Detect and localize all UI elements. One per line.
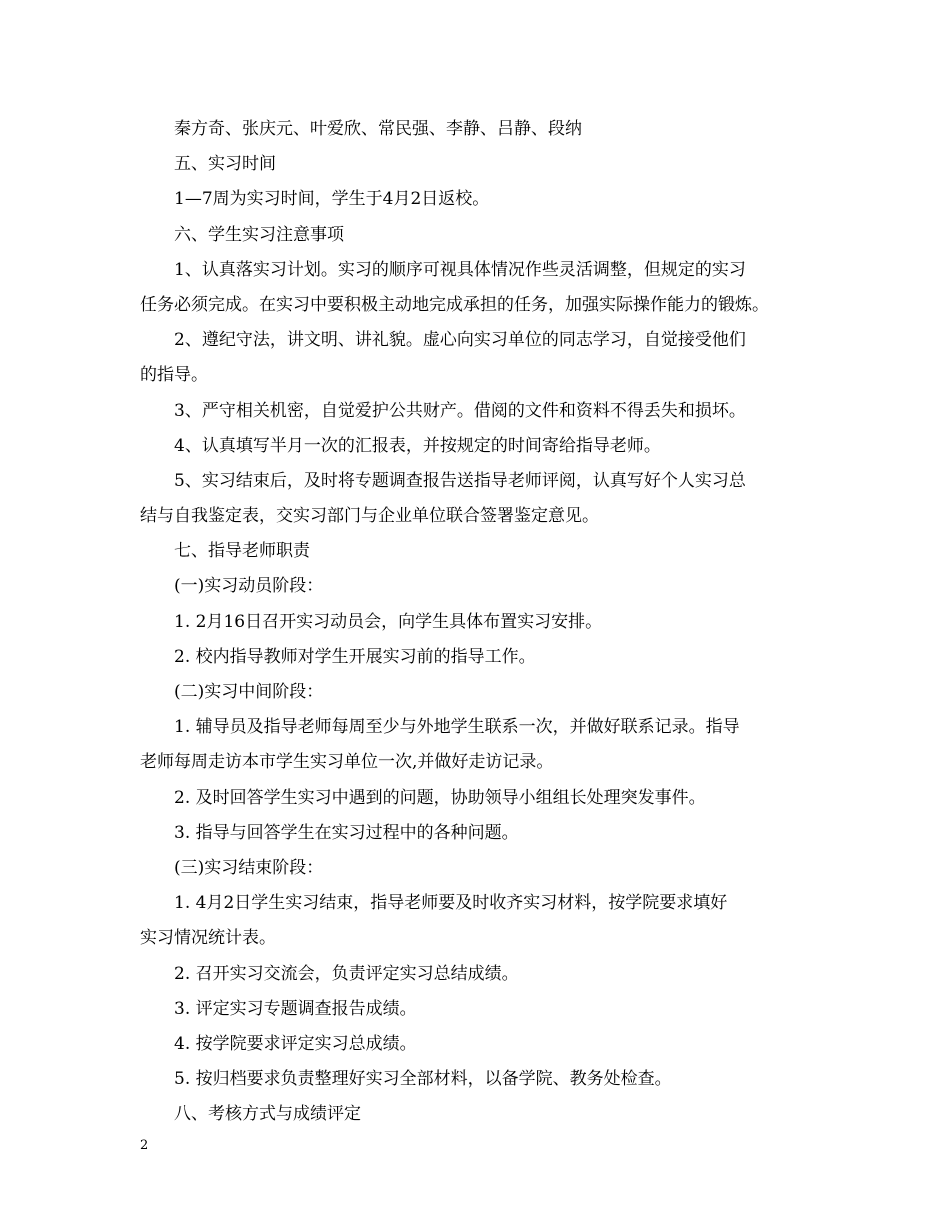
paragraph-line: 实习情况统计表。 — [140, 928, 276, 949]
paragraph-line: 1. 4月2日学生实习结束，指导老师要及时收齐实习材料，按学院要求填好 — [174, 893, 728, 914]
paragraph-line: 任务必须完成。在实习中要积极主动地完成承担的任务，加强实际操作能力的锻炼。 — [140, 294, 769, 315]
paragraph-line: 2. 及时回答学生实习中遇到的问题，协助领导小组组长处理突发事件。 — [174, 787, 706, 808]
paragraph-line: 3. 指导与回答学生在实习过程中的各种问题。 — [174, 822, 519, 843]
paragraph-line: 4. 按学院要求评定实习总成绩。 — [174, 1033, 417, 1054]
paragraph-line: 3. 评定实习专题调查报告成绩。 — [174, 998, 417, 1019]
section-heading-teacher-duties: 七、指导老师职责 — [174, 541, 310, 562]
section-heading-assessment: 八、考核方式与成绩评定 — [174, 1104, 361, 1125]
paragraph-line: 的指导。 — [140, 365, 208, 386]
paragraph-line: 3、严守相关机密，自觉爱护公共财产。借阅的文件和资料不得丢失和损坏。 — [174, 400, 746, 421]
subsection-heading: (一)实习动员阶段： — [174, 576, 324, 597]
paragraph-line: 4、认真填写半月一次的汇报表，并按规定的时间寄给指导老师。 — [174, 435, 661, 456]
subsection-heading: (二)实习中间阶段： — [174, 682, 324, 702]
paragraph-line: 1—7周为实习时间，学生于4月2日返校。 — [174, 189, 490, 210]
paragraph-line: 2. 召开实习交流会，负责评定实习总结成绩。 — [174, 963, 519, 984]
paragraph-line: 1、认真落实习计划。实习的顺序可视具体情况作些灵活调整，但规定的实习 — [174, 259, 746, 280]
paragraph-line: 老师每周走访本市学生实习单位一次,并做好走访记录。 — [140, 752, 554, 773]
name-list-line: 秦方奇、张庆元、叶爱欣、常民强、李静、吕静、段纳 — [174, 119, 582, 139]
paragraph-line: 结与自我鉴定表，交实习部门与企业单位联合签署鉴定意见。 — [140, 506, 599, 527]
paragraph-line: 1. 2月16日召开实习动员会，向学生具体布置实习安排。 — [174, 611, 603, 632]
page-number: 2 — [140, 1138, 149, 1153]
paragraph-line: 5. 按归档要求负责整理好实习全部材料，以备学院、教务处检查。 — [174, 1069, 672, 1090]
document-body — [140, 112, 812, 1132]
paragraph-line: 2. 校内指导教师对学生开展实习前的指导工作。 — [174, 646, 536, 667]
paragraph-line: 2、遵纪守法，讲文明、讲礼貌。虚心向实习单位的同志学习，自觉接受他们 — [174, 330, 746, 351]
section-heading-precautions: 六、学生实习注意事项 — [174, 224, 344, 245]
paragraph-line: 1. 辅导员及指导老师每周至少与外地学生联系一次，并做好联系记录。指导 — [174, 717, 740, 738]
subsection-heading: (三)实习结束阶段： — [174, 857, 324, 878]
paragraph-line: 5、实习结束后，及时将专题调查报告送指导老师评阅，认真写好个人实习总 — [174, 470, 746, 491]
section-heading-internship-time: 五、实习时间 — [174, 154, 276, 175]
